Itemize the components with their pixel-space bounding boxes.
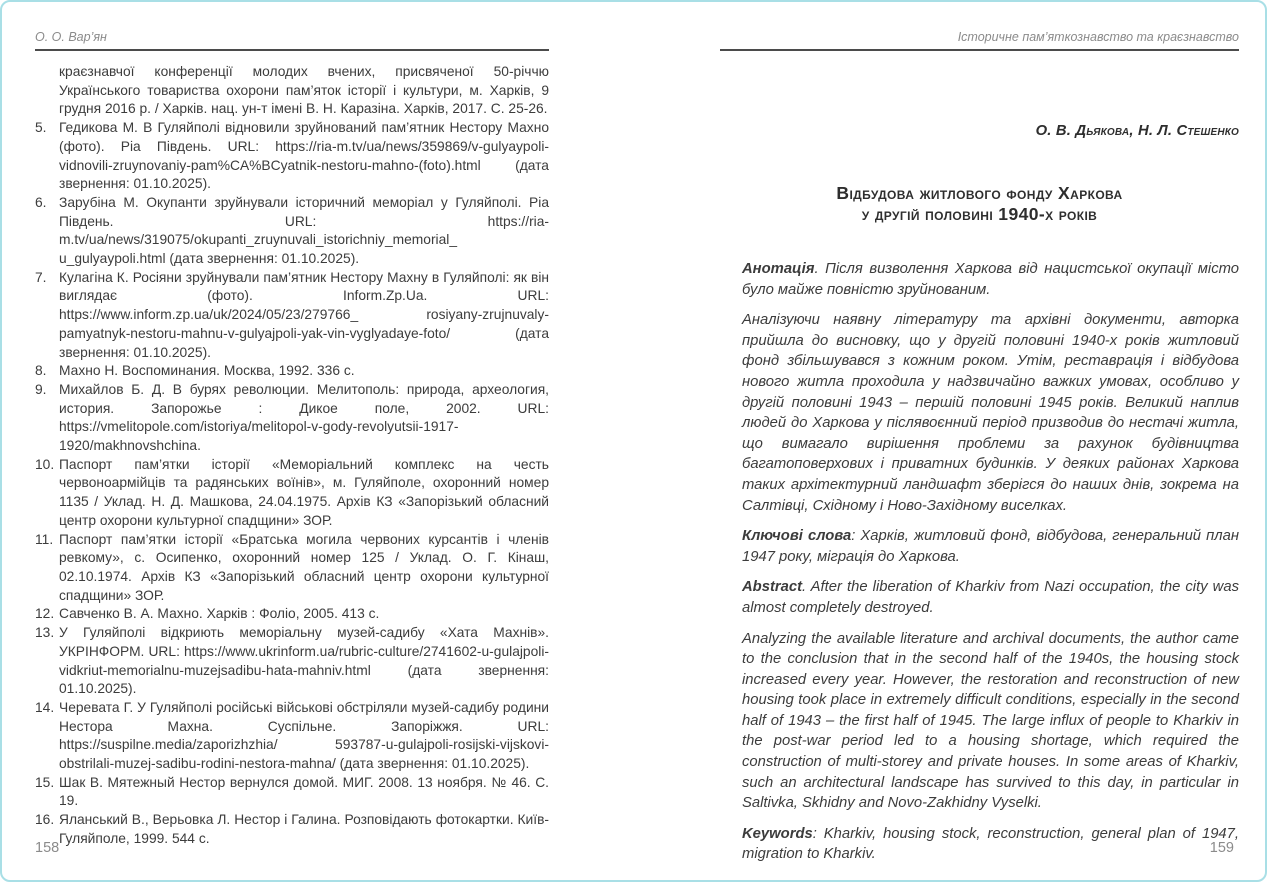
reference-item	[35, 699, 549, 774]
reference-item	[35, 362, 549, 381]
running-head-left: О. О. Вар’ян	[35, 30, 549, 51]
reference-number: 8.	[35, 363, 47, 379]
reference-text: Зарубіна М. Окупанти зруйнували історичний меморіал у Гуляйполі. Ріа Південь. URL: https://ria-m.tv/ua/news/319075/okupanti_zruynuvali_istorichniy_memorial_ u_gulyaypoli.html (дата звернення: 01.10.2025).	[59, 194, 549, 267]
reference-number: 14.	[35, 699, 55, 715]
reference-item	[35, 605, 549, 624]
reference-item	[35, 381, 549, 456]
reference-number: 16.	[35, 812, 55, 828]
reference-item	[35, 624, 549, 699]
reference-text: Савченко В. А. Махно. Харків : Фоліо, 2005. 413 с.	[59, 606, 380, 622]
article-authors: О. В. Дьякова, Н. Л. Стешенко	[1035, 123, 1239, 139]
reference-number: 10.	[35, 456, 55, 472]
abstract-paragraph-text: . After the liberation of Kharkiv from Nazi occupation, the city was almost completely destroyed.	[742, 579, 1239, 616]
page-number-right: 159	[1209, 840, 1234, 856]
abstract-paragraph	[742, 526, 1239, 567]
reference-number: 13.	[35, 625, 55, 641]
page-number-left: 158	[35, 840, 60, 856]
article-title	[720, 183, 1239, 225]
reference-item	[35, 811, 549, 848]
abstract-paragraph	[742, 824, 1239, 865]
reference-number: 12.	[35, 606, 55, 622]
abstract-paragraph	[742, 310, 1239, 516]
reference-number: 6.	[35, 194, 47, 210]
abstract-paragraph-label: Ключові слова	[742, 528, 852, 545]
reference-continuation: краєзнавчої конференції молодих вчених, присвяченої 50-річчю Українського товариства охорони пам’яток історії і культури, м. Харків, 9 грудня 2016 р. / Харків. нац. ун-т імені В. Н. Каразіна. Харків, 2017. С. 25-26.	[59, 64, 549, 117]
reference-text: Яланський В., Верьовка Л. Нестор і Галина. Розповідають фотокартки. Київ-Гуляйполе, 1999. 544 с.	[59, 812, 549, 846]
abstract-paragraph-text: Analyzing the available literature and archival documents, the author came to the conclusion that in the second half of the 1940s, the housing stock increased every year. However, the restoration and reconstruction of new housing took place in extremely difficult conditions, especially in the second half of 1943 – the first half of 1945. The large influx of people to Kharkiv in the post-war period led to a housing shortage, which required the construction of multi-storey and private houses. In some areas of Kharkiv, such an architectural landscape has survived to this day, in particular in Saltivka, Skhidny and Novo-Zakhidny Vyselki.	[742, 630, 1239, 812]
reference-text: Гедикова М. В Гуляйполі відновили зруйнований пам’ятник Нестору Махно (фото). Ріа Південь. URL: https://ria-m.tv/ua/news/359869/v-gulyaypoli-vidnovili-zruynovaniy-pam%CA%BCyatnik-nestoru-mahno-(foto).html (дата звернення: 01.10.2025).	[59, 120, 549, 192]
abstract-block	[742, 259, 1239, 865]
reference-text: Махно Н. Воспоминания. Москва, 1992. 336 с.	[59, 363, 355, 379]
reference-number: 15.	[35, 774, 55, 790]
reference-list	[35, 63, 549, 849]
reference-item	[35, 774, 549, 811]
article	[720, 51, 1239, 875]
reference-text: Шак В. Мятежный Нестор вернулся домой. МИГ. 2008. 13 ноября. № 46. С. 19.	[59, 774, 549, 809]
article-title-line1: Відбудова житлового фонду Харкова	[836, 183, 1123, 203]
reference-items	[35, 119, 549, 848]
reference-number: 5.	[35, 120, 47, 136]
reference-text: Паспорт пам’ятки історії «Меморіальний комплекс на честь червоноармійців та радянських воїнів», м. Гуляйполе, охоронний номер 1135 / Уклад. Н. Д. Машкова, 24.04.1975. Архів КЗ «Запорізький обласний центр охорони культурної спадщини» ЗОР.	[59, 456, 549, 528]
reference-text: Михайлов Б. Д. В бурях революции. Мелитополь: природа, археология, история. Запорожье : Дикое поле, 2002. URL: https://vmelitopole.com/istoriya/melitopol-v-gody-revolyutsii-1917-1920/makhnovshchina.	[59, 381, 549, 454]
reference-item	[35, 194, 549, 269]
abstract-paragraph-text: : Kharkiv, housing stock, reconstruction, general plan of 1947, migration to Kharkiv.	[742, 825, 1239, 863]
abstract-paragraph-label: Abstract	[742, 579, 803, 596]
abstract-paragraph	[742, 629, 1239, 814]
reference-item	[35, 531, 549, 606]
abstract-paragraph-text: Аналізуючи наявну літературу та архівні документи, авторка прийшла до висновку, що у другій половині 1940-х років житловий фонд збільшувався з кожним роком. Утім, реставрація і відбудова нового житла проходила у надзвичайно важких умовах, особливо у другій половині 1943 – першій половині 1945 років. Великий наплив людей до Харкова у післявоєнний період призводив до нестачі житла, що вимагало вирішення проблеми за рахунок будівництва багатоповерхових і приватних будинків. У деяких районах Харкова таких архітектурний ландшафт зберігся до наших днів, зокрема на Салтівці, Східному і Ново-Західному виселках.	[742, 312, 1239, 514]
reference-item	[35, 269, 549, 363]
abstract-paragraph-label: Анотація	[742, 261, 815, 277]
article-title-line2: у другій половині 1940-х років	[861, 204, 1098, 224]
reference-number: 7.	[35, 269, 47, 285]
abstract-paragraph	[742, 577, 1239, 618]
reference-item	[35, 456, 549, 531]
abstract-paragraph-text: . Після визволення Харкова від нацистської окупації місто було майже повністю зруйнованим.	[742, 261, 1239, 298]
reference-text: Черевата Г. У Гуляйполі російські військові обстріляли музей-садибу родини Нестора Махна. Суспільне. Запоріжжя. URL: https://suspilne.media/zaporizhzhia/ 593787-u-gulajpoli-rosijski-vijskovi-obstrilali-muzej-sadibu-rodini-nestora-mahna/ (дата звернення: 01.10.2025).	[59, 699, 549, 772]
reference-text: У Гуляйполі відкриють меморіальну музей-садибу «Хата Махнів». УКРІНФОРМ. URL: https://www.ukrinform.ua/rubric-culture/2741602-u-gulajpoli-vidkriut-memorialnu-muzejsadibu-hata-mahniv.html (дата звернення: 01.10.2025).	[59, 625, 549, 697]
reference-item	[35, 119, 549, 194]
running-head-right: Історичне пам’яткознавство та краєзнавство	[720, 30, 1239, 51]
reference-number: 9.	[35, 381, 47, 397]
reference-text: Кулагіна К. Росіяни зруйнували пам’ятник Нестору Махну в Гуляйполі: як він виглядає (фото). Inform.Zp.Ua. URL: https://www.inform.zp.ua/uk/2024/05/23/279766_ rosiyany-zrujnuvaly-pamyatnyk-nestoru-mahnu-v-gulyajpoli-yak-vin-vyglyadaye-foto/ (дата звернення: 01.10.2025).	[59, 269, 549, 360]
abstract-paragraph-text: : Харків, житловий фонд, відбудова, генеральний план 1947 року, міграція до Харкова.	[742, 528, 1239, 565]
abstract-paragraph	[742, 259, 1239, 300]
reference-number: 11.	[35, 531, 54, 547]
abstract-paragraph-label: Keywords	[742, 825, 813, 842]
reference-text: Паспорт пам’ятки історії «Братська могила червоних курсантів і членів ревкому», с. Осипенко, охоронний номер 125 / Уклад. О. Г. Кінаш, 02.10.1974. Архів КЗ «Запорізький обласний центр охорони культурної спадщини» ЗОР.	[59, 531, 549, 603]
